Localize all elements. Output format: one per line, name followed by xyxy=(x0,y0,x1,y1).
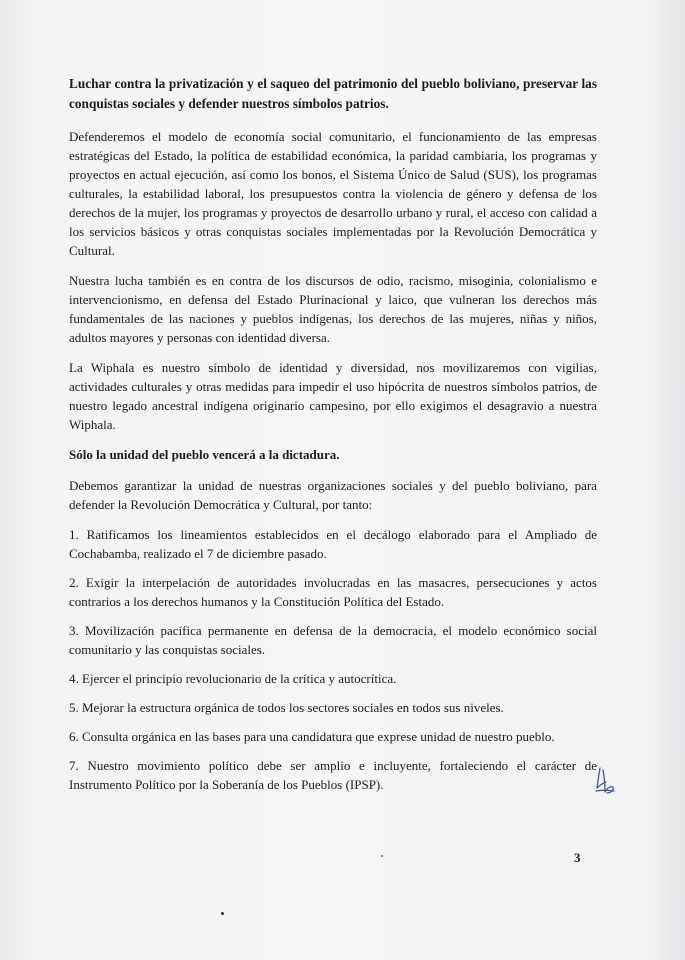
signature-initials-icon xyxy=(594,766,616,796)
scan-speck xyxy=(381,855,383,857)
section-intro: Debemos garantizar la unidad de nuestras organizaciones sociales y del pueblo boliviano, para defender la Revolución Democrática y Cultural, por tanto: xyxy=(69,478,597,512)
list-item-5: 5. Mejorar la estructura orgánica de todos los sectores sociales en todos sus niveles. xyxy=(69,700,504,715)
scan-speck xyxy=(221,912,224,915)
paragraph-against-hate: Nuestra lucha también es en contra de los discursos de odio, racismo, misoginia, colonialismo e intervencionismo, en defensa del Estado Plurinacional y laico, que vulneran los derechos más fundamentales de las naciones y pueblos indígenas, los derechos de las mujeres, niñas y niños, adultos mayores y personas con identidad diversa. xyxy=(69,273,597,345)
list-item-4: 4. Ejercer el principio revolucionario de la crítica y autocrítica. xyxy=(69,671,397,686)
paragraph-wiphala: La Wiphala es nuestro símbolo de identidad y diversidad, nos movilizaremos con vigilias, actividades culturales y otras medidas para impedir el uso hipócrita de nuestros símbolos patrios, de nuestro legado ancestral indígena originario campesino, por ello exigimos el desagravio a nuestra Wiphala. xyxy=(69,360,597,432)
list-item-2: 2. Exigir la interpelación de autoridades involucradas en las masacres, persecuciones y actos contrarios a los derechos humanos y la Constitución Política del Estado. xyxy=(69,575,597,609)
list-item-1: 1. Ratificamos los lineamientos establecidos en el decálogo elaborado para el Ampliado de Cochabamba, realizado el 7 de diciembre pasado. xyxy=(69,527,597,561)
list-item-3: 3. Movilización pacífica permanente en defensa de la democracia, el modelo económico social comunitario y las conquistas sociales. xyxy=(69,623,597,657)
document-body xyxy=(69,74,597,804)
list-item-6: 6. Consulta orgánica en las bases para una candidatura que exprese unidad de nuestro pueblo. xyxy=(69,729,555,744)
document-title: Luchar contra la privatización y el saqueo del patrimonio del pueblo boliviano, preservar las conquistas sociales y defender nuestros símbolos patrios. xyxy=(69,76,597,111)
section-heading: Sólo la unidad del pueblo vencerá a la dictadura. xyxy=(69,447,340,462)
paragraph-economic-model: Defenderemos el modelo de economía social comunitario, el funcionamiento de las empresas estratégicas del Estado, la política de estabilidad económica, la paridad cambiaria, los programas y proyectos en actual ejecución, así como los bonos, el Sistema Único de Salud (SUS), los programas culturales, la estabilidad laboral, los presupuestos contra la violencia de género y defensa de los derechos de la mujer, los programas y proyectos de desarrollo urbano y rural, el acceso con calidad a los servicios básicos y otras conquistas sociales implementadas por la Revolución Democrática y Cultural. xyxy=(69,129,597,258)
list-item-7: 7. Nuestro movimiento político debe ser amplio e incluyente, fortaleciendo el carácter de Instrumento Político por la Soberanía de los Pueblos (IPSP). xyxy=(69,758,597,792)
page-number: 3 xyxy=(574,850,581,865)
